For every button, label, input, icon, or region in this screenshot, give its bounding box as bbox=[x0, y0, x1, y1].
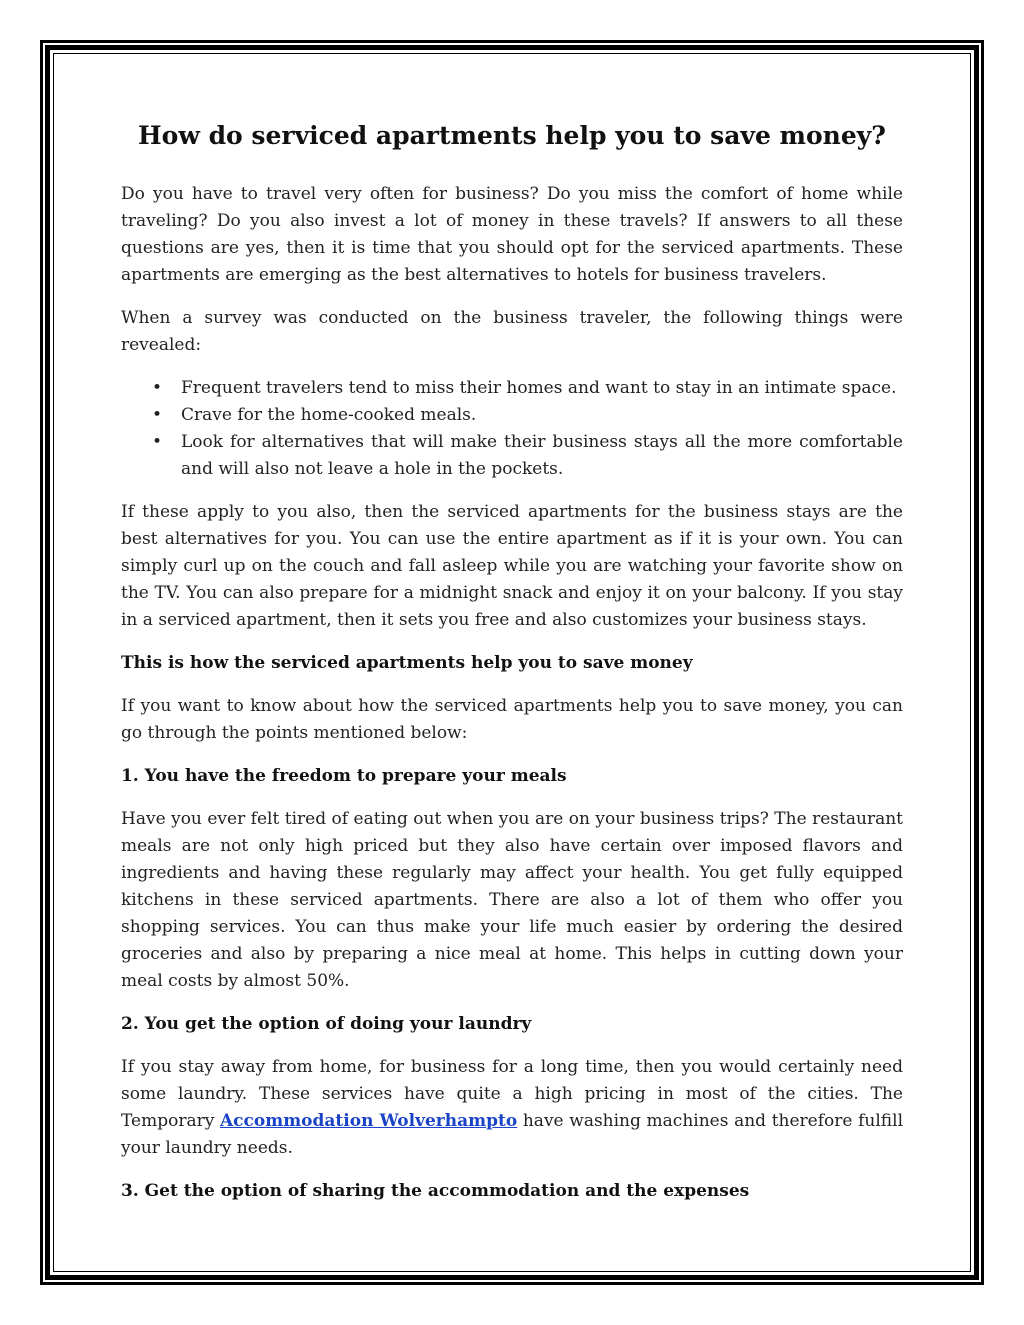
list-item: • Look for alternatives that will make their business stays all the more comfortable and will also not leave a hole in the pockets. bbox=[121, 429, 903, 483]
list-item: • Crave for the home-cooked meals. bbox=[121, 402, 903, 429]
page-title: How do serviced apartments help you to save money? bbox=[138, 121, 886, 150]
point-2-text-before: If you stay away from home, for business for a long time, then you would certainly need some laundry. These services have quite a high pricing in most of the cities. The Temporary bbox=[121, 1057, 903, 1131]
accommodation-link[interactable]: Accommodation Wolverhampto bbox=[219, 1111, 518, 1131]
survey-lead-paragraph: When a survey was conducted on the business traveler, the following things were revealed: bbox=[121, 308, 903, 355]
point-2-heading: 2. You get the option of doing your laundry bbox=[121, 1014, 532, 1034]
survey-findings-list bbox=[121, 375, 903, 483]
document-body bbox=[121, 116, 903, 1221]
point-3-heading: 3. Get the option of sharing the accommodation and the expenses bbox=[121, 1181, 750, 1201]
point-2-body bbox=[121, 1054, 903, 1162]
point-2-text-after: have washing machines and therefore fulfill your laundry needs. bbox=[121, 1111, 904, 1158]
section-heading: This is how the serviced apartments help you to save money bbox=[121, 653, 693, 673]
point-1-heading: 1. You have the freedom to prepare your meals bbox=[121, 766, 567, 786]
intro-paragraph: Do you have to travel very often for business? Do you miss the comfort of home while traveling? Do you also invest a lot of money in these travels? If answers to all these questions are yes, then it is time that you should opt for the serviced apartments. These apartments are emerging as the best alternatives to hotels for business travelers. bbox=[121, 184, 903, 285]
list-item: • Frequent travelers tend to miss their homes and want to stay in an intimate space. bbox=[121, 375, 903, 402]
point-1-body: Have you ever felt tired of eating out when you are on your business trips? The restaurant meals are not only high priced but they also have certain over imposed flavors and ingredients and having these regularly may affect your health. You get fully equipped kitchens in these serviced apartments. There are also a lot of them who offer you shopping services. You can thus make your life much easier by ordering the desired groceries and also by preparing a nice meal at home. This helps in cutting down your meal costs by almost 50%. bbox=[121, 809, 903, 991]
apply-paragraph: If these apply to you also, then the serviced apartments for the business stays are the best alternatives for you. You can use the entire apartment as if it is your own. You can simply curl up on the couch and fall asleep while you are watching your favorite show on the TV. You can also prepare for a midnight snack and enjoy it on your balcony. If you stay in a serviced apartment, then it sets you free and also customizes your business stays. bbox=[121, 502, 903, 630]
section-intro-paragraph: If you want to know about how the serviced apartments help you to save money, you can go through the points mentioned below: bbox=[121, 696, 903, 743]
